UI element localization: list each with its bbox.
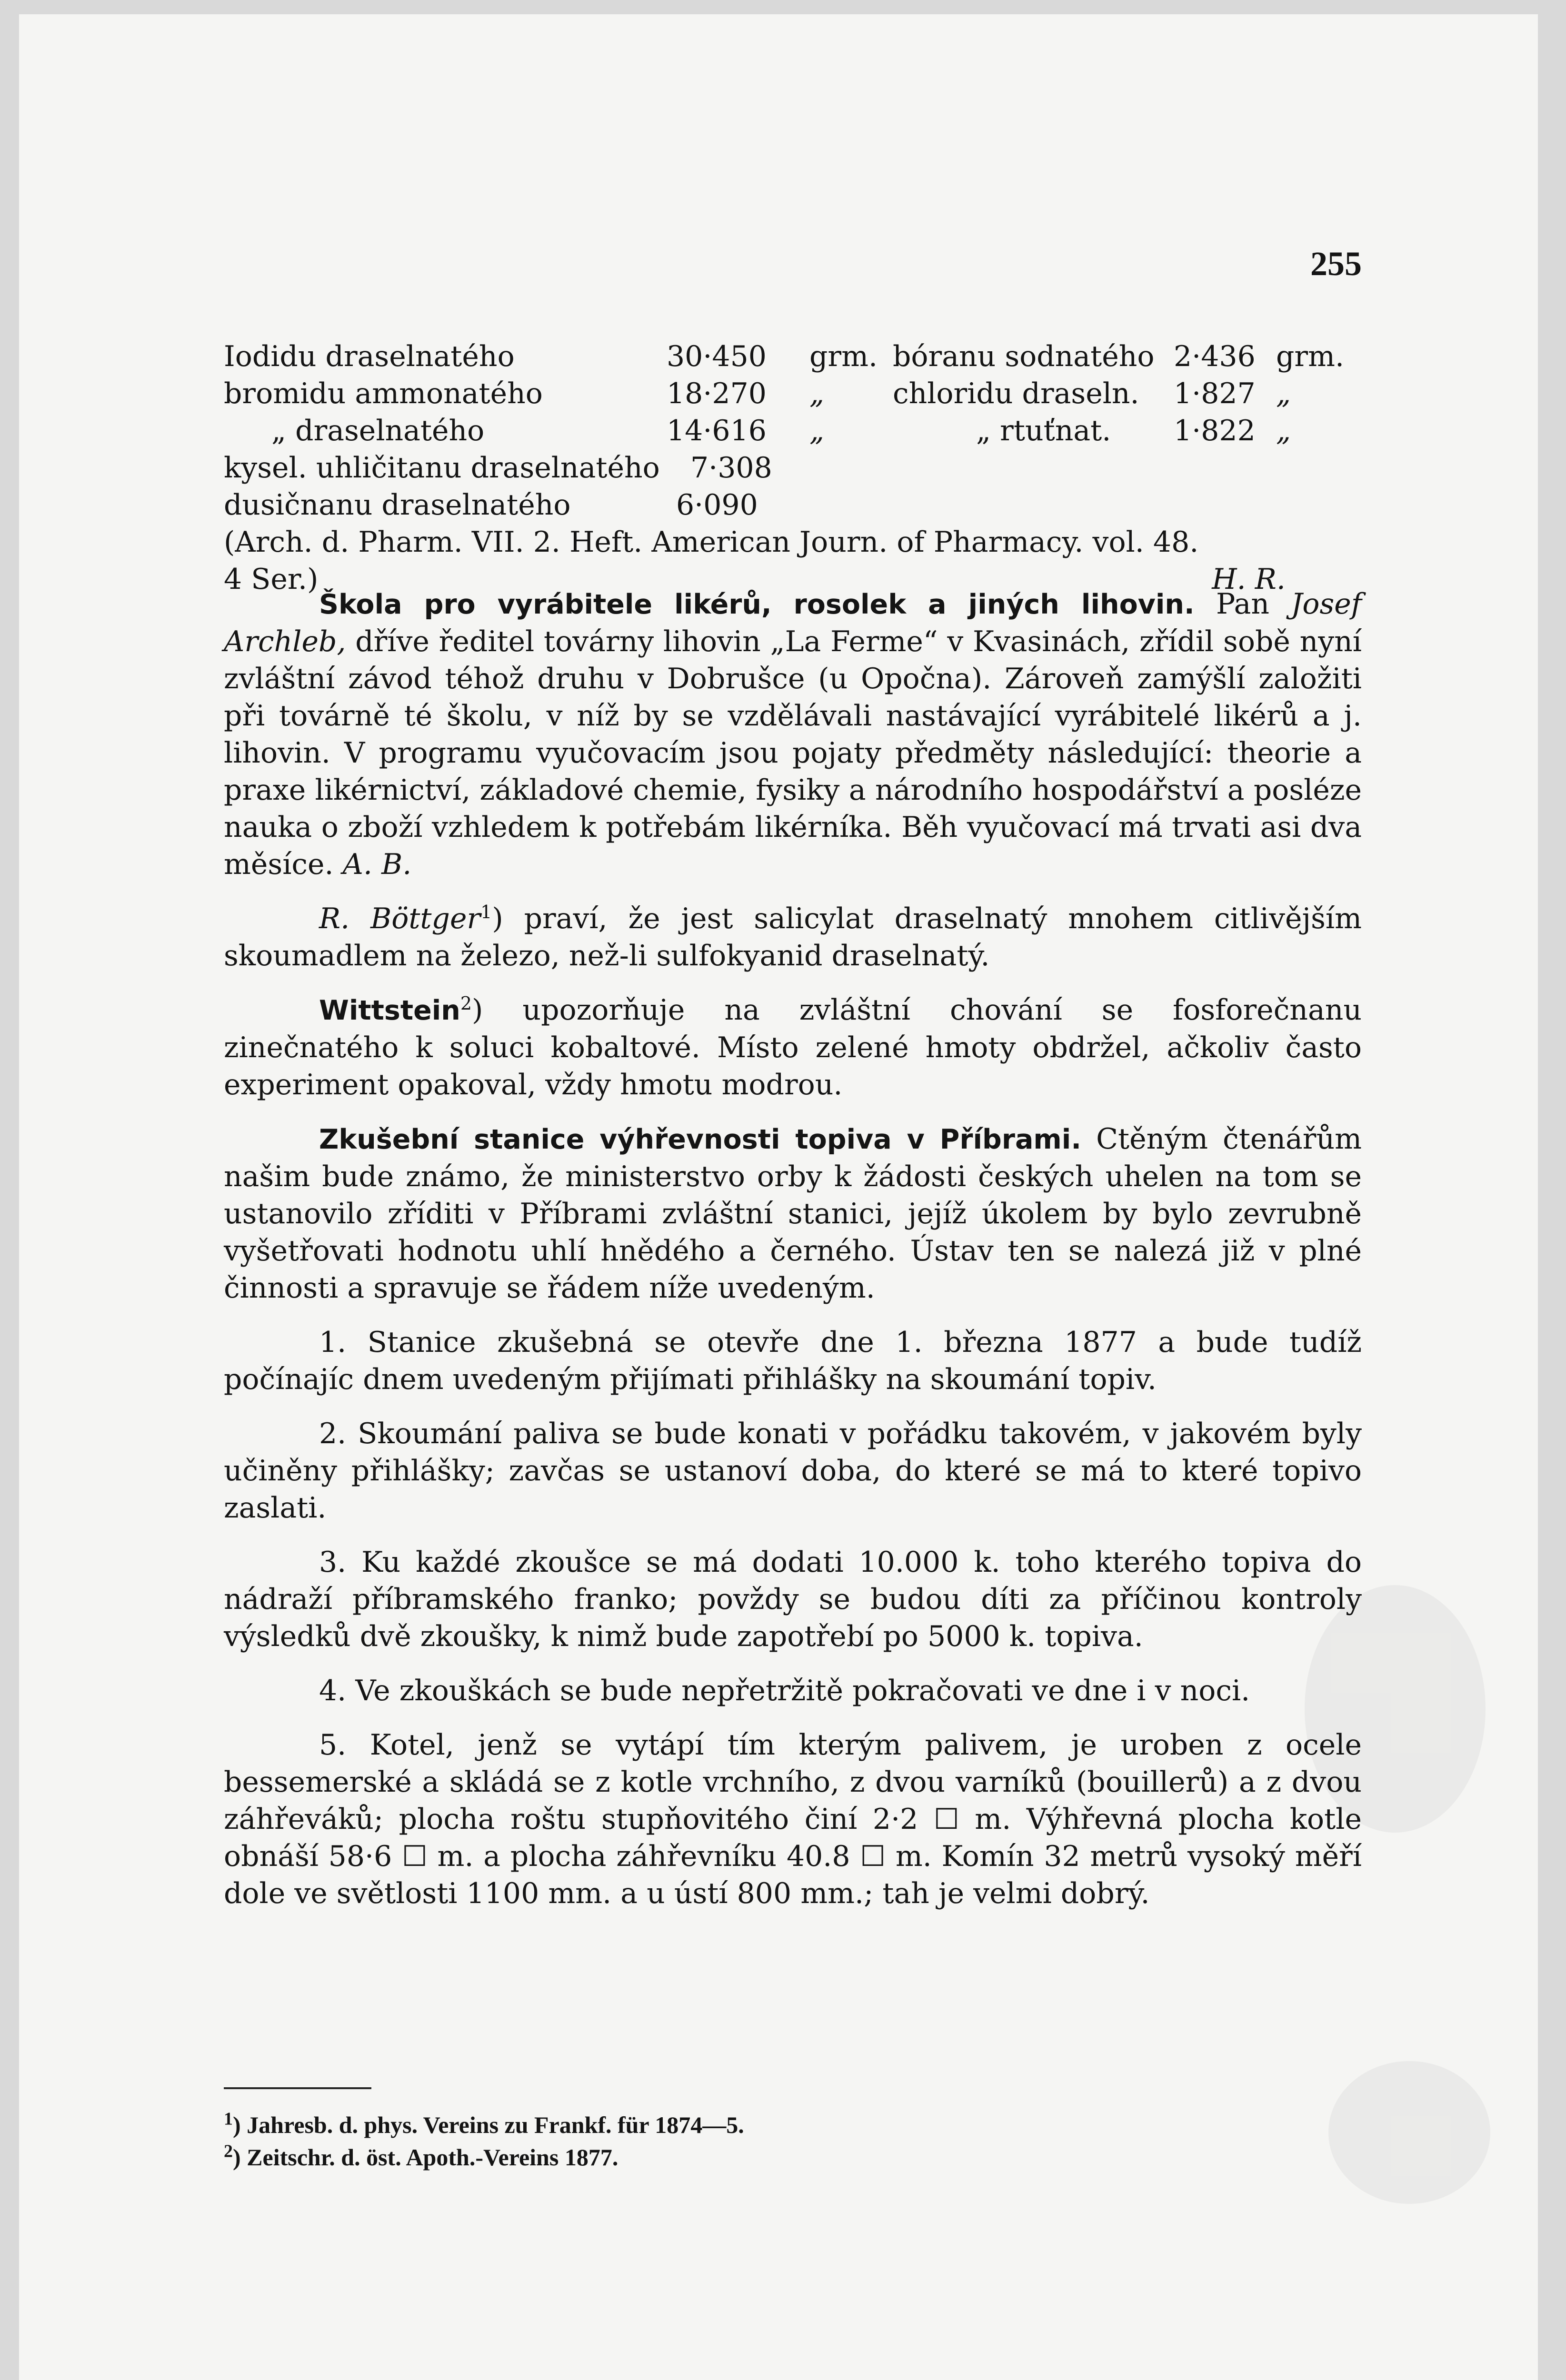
footnote-divider <box>224 2087 371 2089</box>
unit: „ <box>809 377 825 410</box>
salt-quantities-table <box>224 338 1362 598</box>
table-row <box>224 449 1362 486</box>
person-name: R. Böttger <box>319 902 481 935</box>
footnote-mark: 1 <box>480 902 492 922</box>
paragraph-text: Ctěným čtenářům našim bude známo, že ministerstvo orby k žádosti českých uhelen na tom se ustanovilo zříditi v Příbrami zvláštní stanici, jejíž úkolem by bylo zevrubně vyšetřovati hodnotu uhlí hnědého a černého. Ústav ten se nalezá již v plné činnosti a spravuje se řádem níže uvedeným. <box>224 1122 1362 1305</box>
reference-text: (Arch. d. Pharm. VII. 2. Heft. American Journ. of Pharmacy. vol. 48. <box>224 526 1199 559</box>
reference-line <box>224 524 1362 561</box>
table-row <box>224 486 1362 524</box>
table-row <box>224 338 1362 375</box>
salt-name: kysel. uhličitanu draselnatého <box>224 451 660 485</box>
salt-name: Iodidu draselnatého <box>224 340 515 373</box>
section-heading: Zkušební stanice výhřevnosti topiva v Příbrami. <box>319 1124 1081 1155</box>
table-row <box>224 375 1362 412</box>
footnote-text: ) Zeitschr. d. öst. Apoth.-Vereins 1877. <box>233 2144 618 2171</box>
paragraph-wittstein <box>224 992 1362 1103</box>
article-body <box>224 585 1362 1929</box>
salt-amount: 1·827 <box>1174 377 1256 410</box>
salt-amount: 6·090 <box>676 488 758 522</box>
unit: „ <box>1276 414 1291 447</box>
paragraph-liqueur-school <box>224 585 1362 883</box>
paragraph-bottger <box>224 900 1362 974</box>
salt-amount: 7·308 <box>690 451 772 485</box>
section-heading: Škola pro vyrábitele likérů, rosolek a jiných lihovin. <box>319 589 1195 620</box>
rule-item-4: 4. Ve zkouškách se bude nepřetržitě pokračovati ve dne i v noci. <box>319 1674 1250 1707</box>
unit: „ <box>1276 377 1291 410</box>
footnote <box>224 2141 744 2173</box>
rule-item-1: 1. Stanice zkušebná se otevře dne 1. března 1877 a bude tudíž počínajíc dnem uvedeným přijímati přihlášky na skoumání topiv. <box>224 1326 1362 1396</box>
person-name: Wittstein <box>319 995 460 1026</box>
unit: „ <box>809 414 825 447</box>
rule-item-2: 2. Skoumání paliva se bude konati v pořádku takovém, v jakovém byly učiněny přihlášky; zavčas se ustanoví doba, do které se má to které topivo zaslati. <box>224 1417 1362 1525</box>
footnote-mark: 2 <box>460 993 472 1014</box>
paragraph-text: dříve ředitel továrny lihovin „La Ferme“ v Kvasinách, zřídil sobě nyní zvláštní závod téhož druhu v Dobrušce (u Opočna). Zároveň zamýšlí založiti při továrně té školu, v níž by se vzdělávali nastávající vyrábitelé likérů a j. lihovin. V programu vyučovacím jsou pojaty předměty následující: theorie a praxe likérnictví, základové chemie, fysiky a národního hospodářství a posléze nauka o zboží vzhledem k potřebám likérníka. Běh vyučovací má trvati asi dva měsíce. <box>224 625 1362 881</box>
scanned-page <box>19 14 1538 2380</box>
rule-item-3: 3. Ku každé zkoušce se má dodati 10.000 k. toho kterého topiva do nádraží příbramského franko; povždy se budou díti za příčinou kontroly výsledků dvě zkoušky, k nimž bude zapotřebí po 5000 k. topiva. <box>224 1546 1362 1653</box>
reference-text: 4 Ser.) <box>224 563 319 596</box>
salt-name: „ rtuťnat. <box>976 414 1111 447</box>
salt-name: chloridu draseln. <box>893 377 1139 410</box>
footnote-text: ) Jahresb. d. phys. Vereins zu Frankf. für 1874—5. <box>233 2112 744 2138</box>
salt-amount: 2·436 <box>1174 340 1256 373</box>
footnote-mark: 2 <box>224 2141 233 2162</box>
author-initials: A. B. <box>342 848 412 881</box>
salt-amount: 1·822 <box>1174 414 1256 447</box>
unit: grm. <box>809 340 878 373</box>
rule-item-5: 5. Kotel, jenž se vytápí tím kterým palivem, je uroben z ocele bessemerské a skládá se z kotle vrchního, z dvou varníků (bouillerů) a z dvou záhřeváků; plocha roštu stupňovitého činí 2·2 ☐ m. Výhřevná plocha kotle obnáší 58·6 ☐ m. a plocha záhřevníku 40.8 ☐ m. Komín 32 metrů vysoký měří dole ve světlosti 1100 mm. a u ústí 800 mm.; tah je velmi dobrý. <box>224 1728 1362 1910</box>
table-row <box>224 412 1362 449</box>
page-number: 255 <box>1310 245 1362 283</box>
salt-name: dusičnanu draselnatého <box>224 488 571 522</box>
paragraph-text: ) upozorňuje na zvláštní chování se fosforečnanu zinečnatého k soluci kobaltové. Místo zelené hmoty obdržel, ačkoliv často experiment opakoval, vždy hmotu modrou. <box>224 993 1362 1101</box>
unit: grm. <box>1276 340 1345 373</box>
salt-name: bóranu sodnatého <box>893 340 1155 373</box>
person-name: Josef Archleb, <box>224 587 1362 658</box>
paper-stain <box>1328 2061 1490 2204</box>
paragraph-text: Pan <box>1194 587 1291 621</box>
salt-amount: 30·450 <box>667 340 767 373</box>
salt-name: bromidu ammonatého <box>224 377 543 410</box>
salt-amount: 18·270 <box>667 377 767 410</box>
paragraph-text: ) praví, že jest salicylat draselnatý mnohem citlivějším skoumadlem na železo, než-li sulfokyanid draselnatý. <box>224 902 1362 972</box>
footnote-mark: 1 <box>224 2109 233 2129</box>
footnote <box>224 2109 744 2141</box>
salt-amount: 14·616 <box>667 414 767 447</box>
author-initials: H. R. <box>1212 563 1286 596</box>
salt-name: „ draselnatého <box>271 414 485 447</box>
paragraph-testing-station <box>224 1121 1362 1307</box>
footnotes <box>224 2109 744 2173</box>
